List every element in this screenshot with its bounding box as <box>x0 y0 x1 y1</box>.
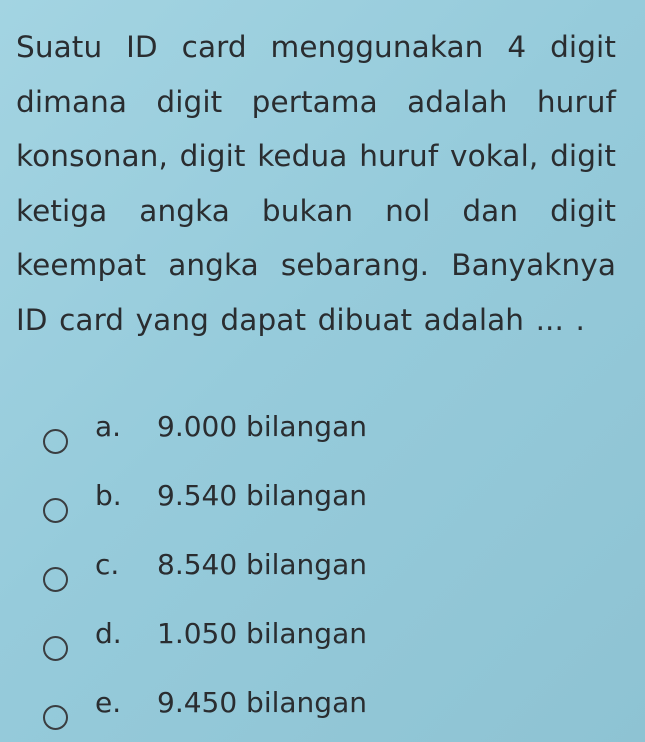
radio-button-d[interactable] <box>43 636 68 661</box>
option-e[interactable] <box>0 671 645 740</box>
radio-button-b[interactable] <box>43 498 68 523</box>
option-c[interactable] <box>0 533 645 602</box>
question-text: Suatu ID card menggunakan 4 digit dimana digit pertama adalah huruf konsonan, digit kedua huruf vokal, digit ketiga angka bukan nol dan digit keempat angka sebarang. Banyaknya ID card yang dapat dibuat adalah ... . <box>16 30 616 337</box>
option-b[interactable] <box>0 464 645 533</box>
option-label: 9.450 bilangan <box>157 686 367 719</box>
option-letter: d. <box>95 617 122 650</box>
option-label: 1.050 bilangan <box>157 617 367 650</box>
option-d[interactable] <box>0 602 645 671</box>
radio-button-c[interactable] <box>43 567 68 592</box>
option-letter: a. <box>95 410 122 443</box>
radio-button-a[interactable] <box>43 429 68 454</box>
radio-button-e[interactable] <box>43 705 68 730</box>
option-letter: b. <box>95 479 122 512</box>
option-label: 8.540 bilangan <box>157 548 367 581</box>
option-label: 9.000 bilangan <box>157 410 367 443</box>
option-letter: c. <box>95 548 120 581</box>
option-label: 9.540 bilangan <box>157 479 367 512</box>
option-letter: e. <box>95 686 122 719</box>
answer-options <box>0 395 645 740</box>
option-a[interactable] <box>0 395 645 464</box>
